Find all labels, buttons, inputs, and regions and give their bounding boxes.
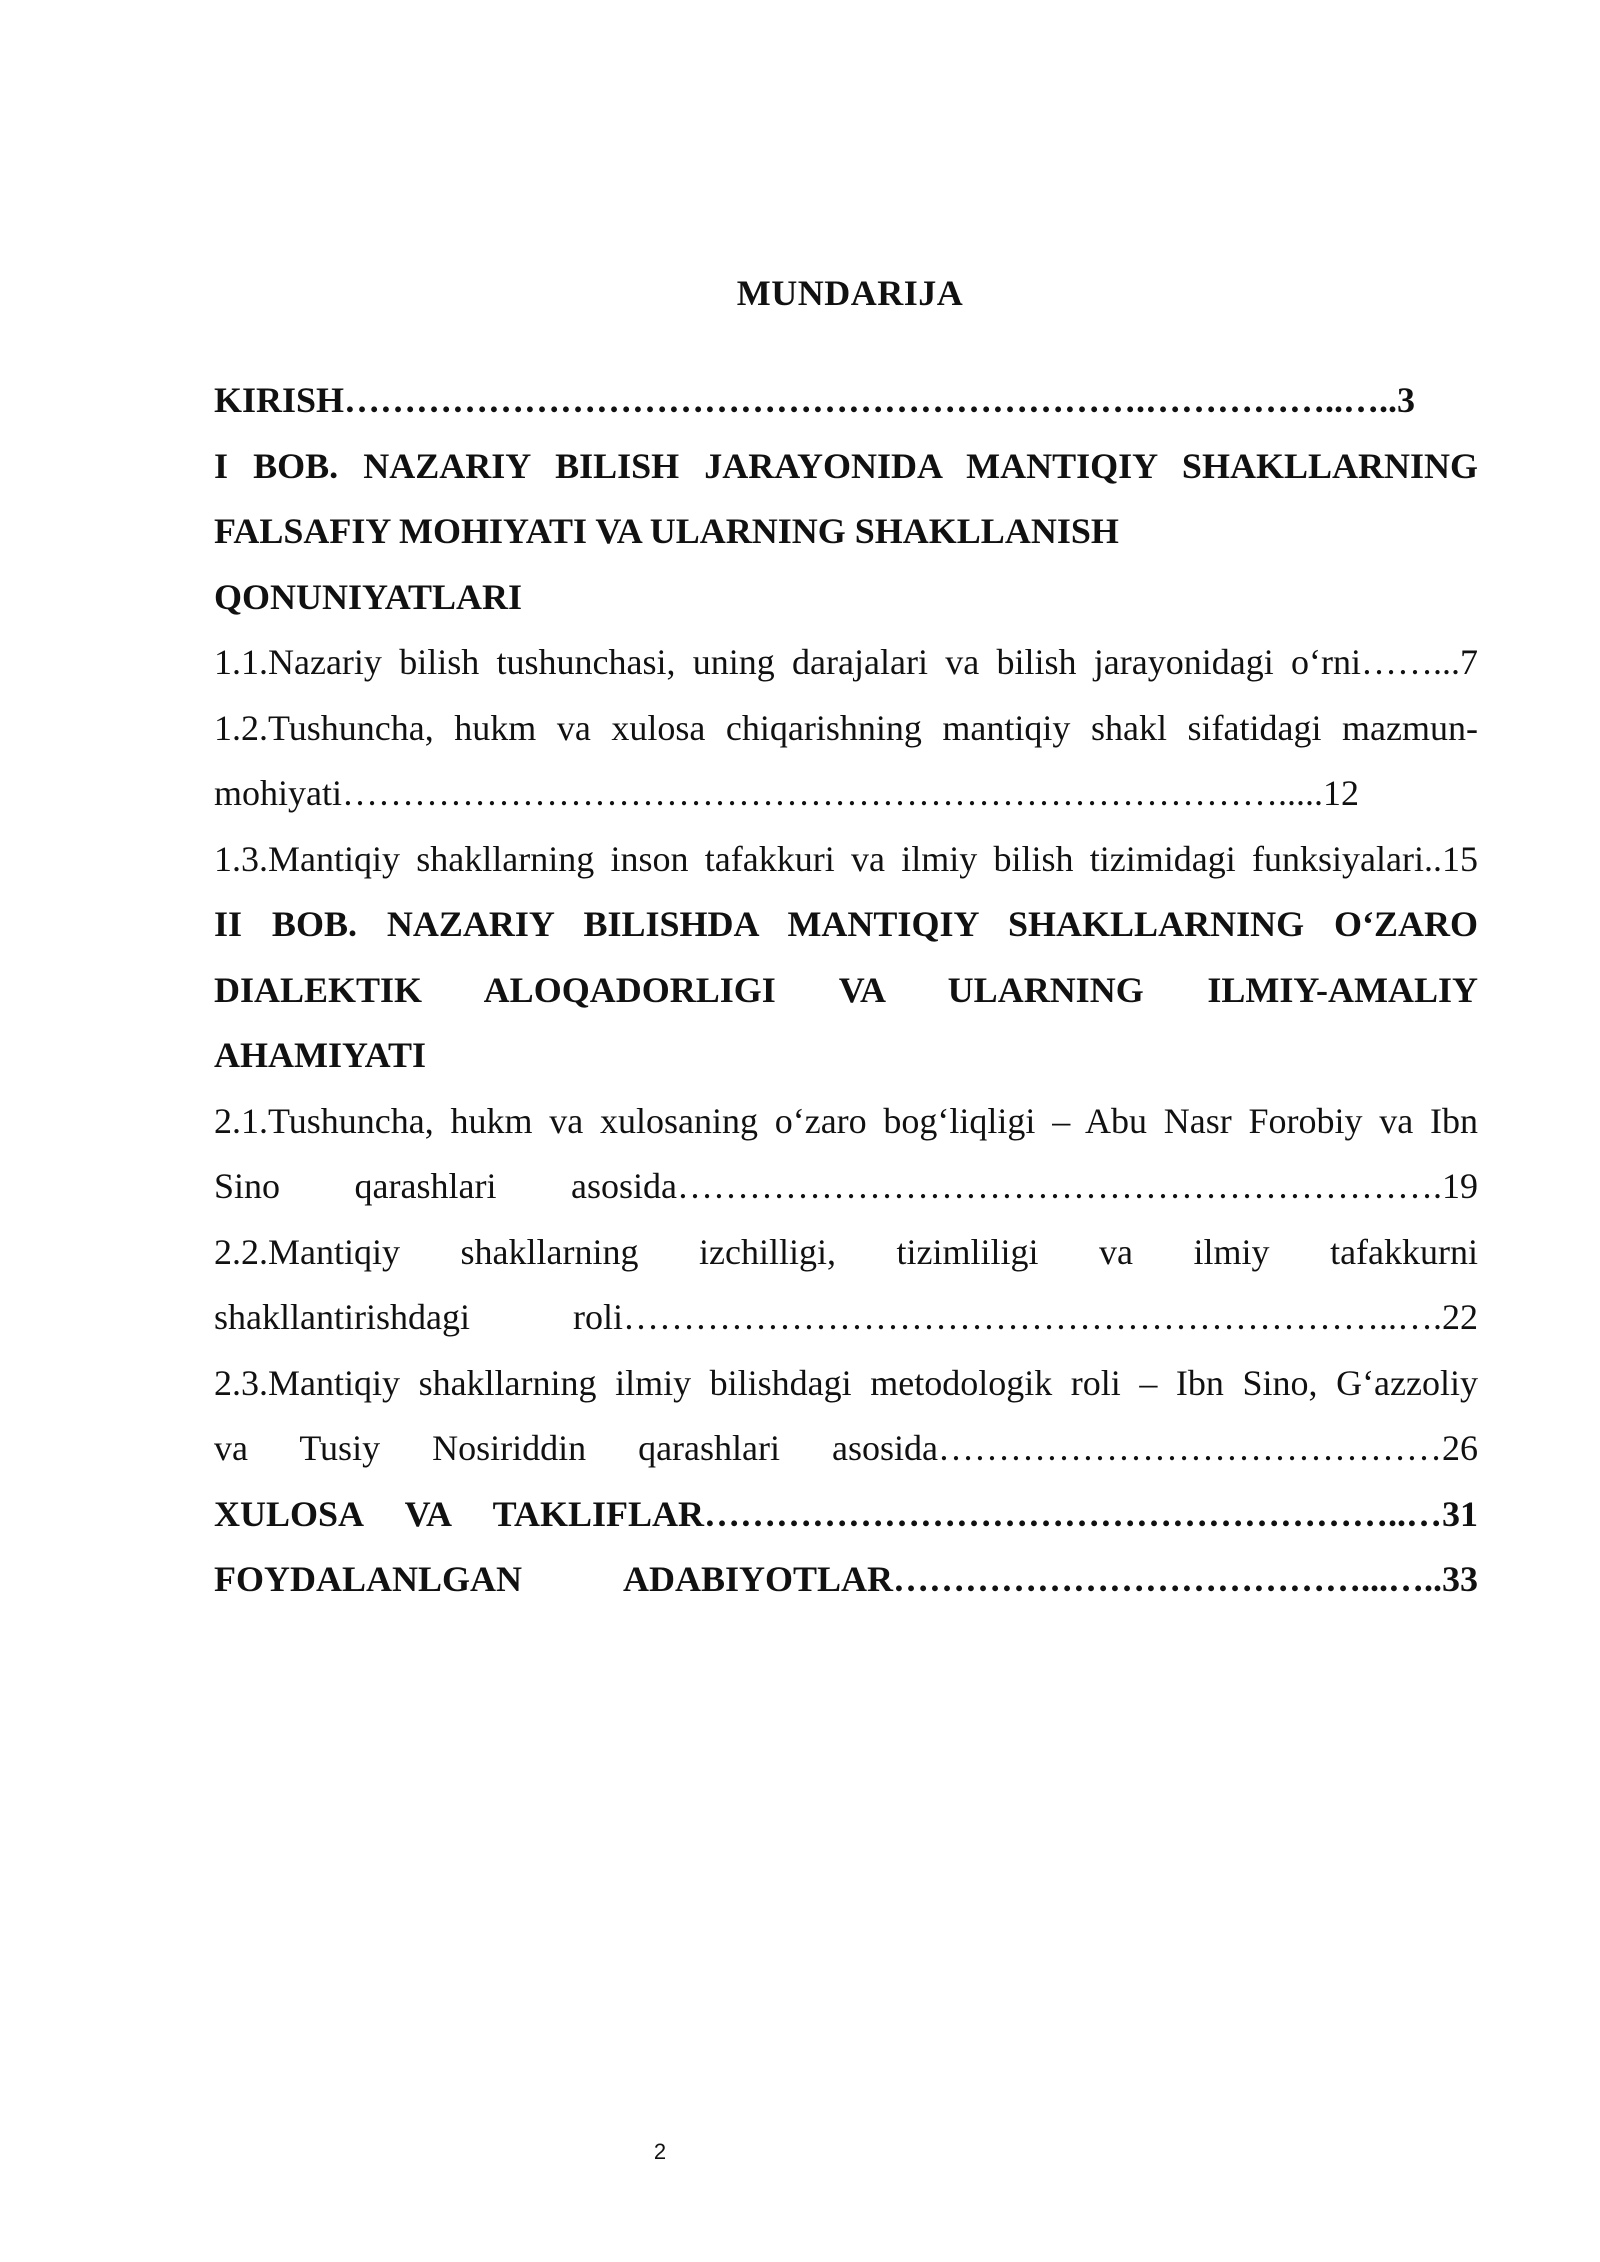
toc-line: FALSAFIY MOHIYATI VA ULARNING SHAKLLANISH xyxy=(214,511,1119,551)
toc-line: shakllantirishdagi roli………………………………………………………..….22 xyxy=(214,1297,1478,1337)
toc-line: 1.1.Nazariy bilish tushunchasi, uning darajalari va bilish jarayonidagi o‘rni……...7 xyxy=(214,642,1478,682)
toc-line: 2.1.Tushuncha, hukm va xulosaning o‘zaro bog‘liqligi – Abu Nasr Forobiy va Ibn xyxy=(214,1100,1478,1141)
toc-line: QONUNIYATLARI xyxy=(214,576,523,617)
toc-line: XULOSA VA TAKLIFLAR…………………………………………………..…31 xyxy=(214,1493,1478,1534)
toc-line: I BOB. NAZARIY BILISH JARAYONIDA MANTIQIY SHAKLLARNING xyxy=(214,445,1478,486)
toc-title: MUNDARIJA xyxy=(736,273,964,313)
toc-line: AHAMIYATI xyxy=(214,1035,427,1075)
toc-line: 1.2.Tushuncha, hukm va xulosa chiqarishning mantiqiy shakl sifatidagi mazmun- xyxy=(214,707,1478,748)
toc-line: KIRISH………………………………………………………….……………..…..3 xyxy=(214,380,1416,420)
toc-line: FOYDALANLGAN ADABIYOTLAR…………………………………...…..33 xyxy=(214,1559,1478,1599)
toc-line: 1.3.Mantiqiy shakllarning inson tafakkuri va ilmiy bilish tizimidagi funksiyalari..15 xyxy=(214,838,1478,879)
toc-line: II BOB. NAZARIY BILISHDA MANTIQIY SHAKLLARNING O‘ZARO xyxy=(214,904,1478,944)
toc-line: Sino qarashlari asosida……………………………………………………….19 xyxy=(214,1166,1478,1206)
page-number: 2 xyxy=(653,2139,667,2164)
toc-line: 2.2.Mantiqiy shakllarning izchilligi, tizimliligi va ilmiy tafakkurni xyxy=(214,1231,1478,1272)
toc-line: mohiyati…………………………………………………………………….....12 xyxy=(214,773,1359,813)
table-of-contents xyxy=(214,368,1478,1613)
toc-line: 2.3.Mantiqiy shakllarning ilmiy bilishdagi metodologik roli – Ibn Sino, G‘azzoliy xyxy=(214,1362,1478,1403)
toc-line: DIALEKTIK ALOQADORLIGI VA ULARNING ILMIY-AMALIY xyxy=(214,969,1478,1010)
toc-line: va Tusiy Nosiriddin qarashlari asosida……………………………………26 xyxy=(214,1428,1478,1468)
